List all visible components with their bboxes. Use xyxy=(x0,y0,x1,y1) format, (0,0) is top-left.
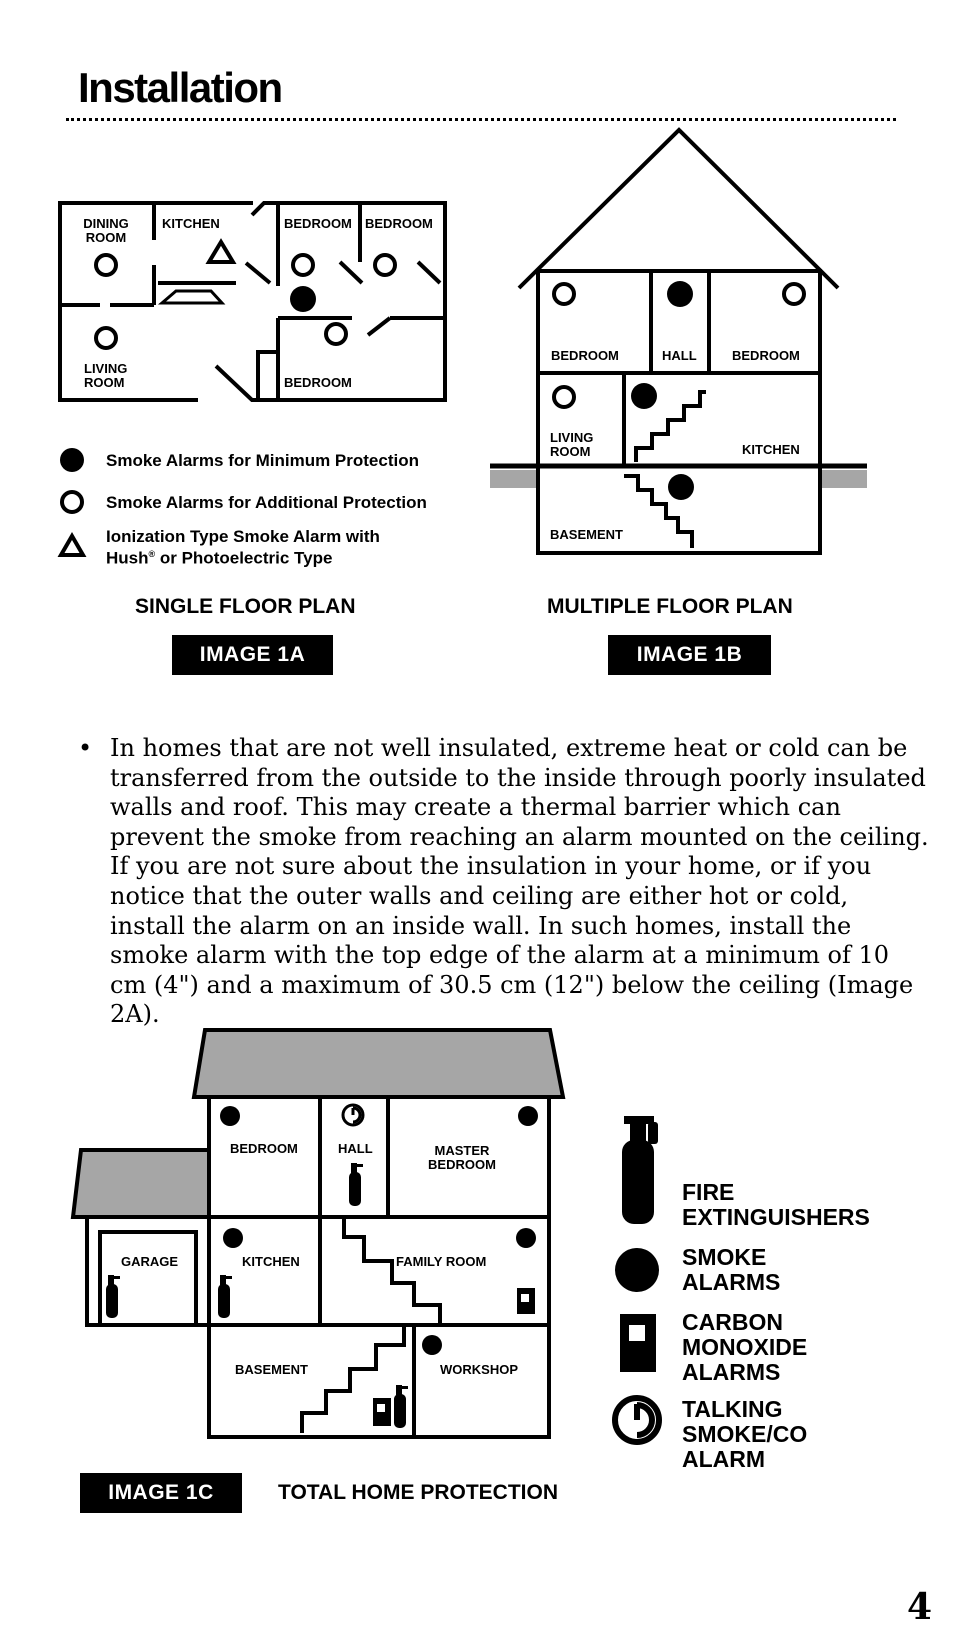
triangle-icon xyxy=(209,242,233,262)
room-label-basement: BASEMENT xyxy=(235,1362,308,1377)
filled-circle-icon xyxy=(290,286,316,312)
legend-fire-extinguishers: FIRE EXTINGUISHERS xyxy=(682,1179,870,1230)
filled-circle-icon xyxy=(615,1248,659,1292)
page-title: Installation xyxy=(78,64,282,111)
legend-photoelectric: or Photoelectric Type xyxy=(155,548,333,568)
total-home-caption: TOTAL HOME PROTECTION xyxy=(278,1481,559,1504)
open-circle-icon xyxy=(554,284,574,304)
fire-extinguisher-icon xyxy=(218,1275,232,1318)
room-label-family-room: FAMILY ROOM xyxy=(396,1254,487,1269)
legend-minimum-protection: Smoke Alarms for Minimum Protection xyxy=(106,451,419,470)
open-circle-icon xyxy=(554,387,574,407)
legend-talking-alarm: TALKING SMOKE/CO ALARM xyxy=(682,1396,808,1472)
fire-extinguisher-icon xyxy=(349,1163,363,1206)
bullet: • xyxy=(78,734,93,762)
legend-smoke-alarms: SMOKE ALARMS xyxy=(682,1244,781,1295)
open-circle-icon xyxy=(96,328,116,348)
filled-circle-icon xyxy=(422,1335,442,1355)
filled-circle-icon xyxy=(668,474,694,500)
fire-extinguisher-icon xyxy=(622,1116,658,1224)
co-alarm-icon xyxy=(517,1288,535,1314)
room-label-bedroom: BEDROOM xyxy=(230,1141,298,1156)
room-label-dining: DINING ROOM xyxy=(83,216,129,245)
image-1c-badge: IMAGE 1C xyxy=(80,1473,242,1513)
paragraph-text: In homes that are not well insulated, extreme heat or cold can be transferred from the outside to the inside through poorly insulated walls and roof. This may create a thermal barrier which can prevent the smoke from reaching an alarm mounted on the ceiling. If you are not sure about the insulation in your home, or if you notice that the outer walls and ceiling are either hot or cold, install the alarm on an inside wall. In such homes, install the smoke alarm with the top edge of the alarm at a minimum of 10 cm (4") and a maximum of 30.5 cm (12") below the ceiling (Image 2A). xyxy=(110,734,929,1029)
room-label-kitchen: KITCHEN xyxy=(242,1254,300,1269)
legend-co-alarms: CARBON MONOXIDE ALARMS xyxy=(682,1309,808,1385)
open-circle-icon xyxy=(96,255,116,275)
room-label-bedroom: BEDROOM xyxy=(551,348,619,363)
multiple-floor-caption: MULTIPLE FLOOR PLAN xyxy=(547,595,793,618)
room-label-hall: HALL xyxy=(338,1141,373,1156)
filled-circle-icon xyxy=(667,281,693,307)
room-label-basement: BASEMENT xyxy=(550,527,623,542)
filled-circle-icon xyxy=(631,383,657,409)
room-label-workshop: WORKSHOP xyxy=(440,1362,518,1377)
legend-ionization-line1: Ionization Type Smoke Alarm with xyxy=(106,527,380,546)
fire-extinguisher-icon xyxy=(106,1275,120,1318)
open-circle-icon xyxy=(293,255,313,275)
filled-circle-icon xyxy=(223,1228,243,1248)
room-label-kitchen: KITCHEN xyxy=(742,442,800,457)
open-circle-icon xyxy=(326,324,346,344)
co-alarm-icon xyxy=(373,1398,391,1426)
legend-additional-protection: Smoke Alarms for Additional Protection xyxy=(106,493,427,512)
room-label-master-bedroom: MASTER BEDROOM xyxy=(428,1143,496,1172)
filled-circle-icon xyxy=(220,1106,240,1126)
talking-alarm-icon xyxy=(615,1398,659,1442)
room-label-bedroom: BEDROOM xyxy=(284,375,352,390)
image-1a-badge: IMAGE 1A xyxy=(172,635,333,675)
room-label-hall: HALL xyxy=(662,348,697,363)
co-alarm-icon xyxy=(620,1314,656,1372)
triangle-icon xyxy=(61,536,83,555)
open-circle-icon xyxy=(62,492,82,512)
open-circle-icon xyxy=(784,284,804,304)
image-1b-badge: IMAGE 1B xyxy=(608,635,771,675)
room-label-living: LIVING ROOM xyxy=(550,430,594,459)
legend-registered-mark: ® xyxy=(148,549,156,559)
room-label-bedroom: BEDROOM xyxy=(365,216,433,231)
filled-circle-icon xyxy=(516,1228,536,1248)
single-floor-caption: SINGLE FLOOR PLAN xyxy=(135,595,356,618)
room-label-garage: GARAGE xyxy=(121,1254,179,1269)
legend-ionization-line2 xyxy=(106,545,332,568)
room-label-bedroom: BEDROOM xyxy=(732,348,800,363)
filled-circle-icon xyxy=(60,448,84,472)
talking-alarm-icon xyxy=(343,1105,363,1125)
legend-hush: Hush xyxy=(106,548,149,568)
room-label-living: LIVING ROOM xyxy=(84,361,128,390)
room-label-bedroom: BEDROOM xyxy=(284,216,352,231)
filled-circle-icon xyxy=(518,1106,538,1126)
dotted-divider xyxy=(66,118,896,121)
room-label-kitchen: KITCHEN xyxy=(162,216,220,231)
page-number: 4 xyxy=(906,1586,932,1628)
fire-extinguisher-icon xyxy=(394,1385,408,1428)
open-circle-icon xyxy=(375,255,395,275)
